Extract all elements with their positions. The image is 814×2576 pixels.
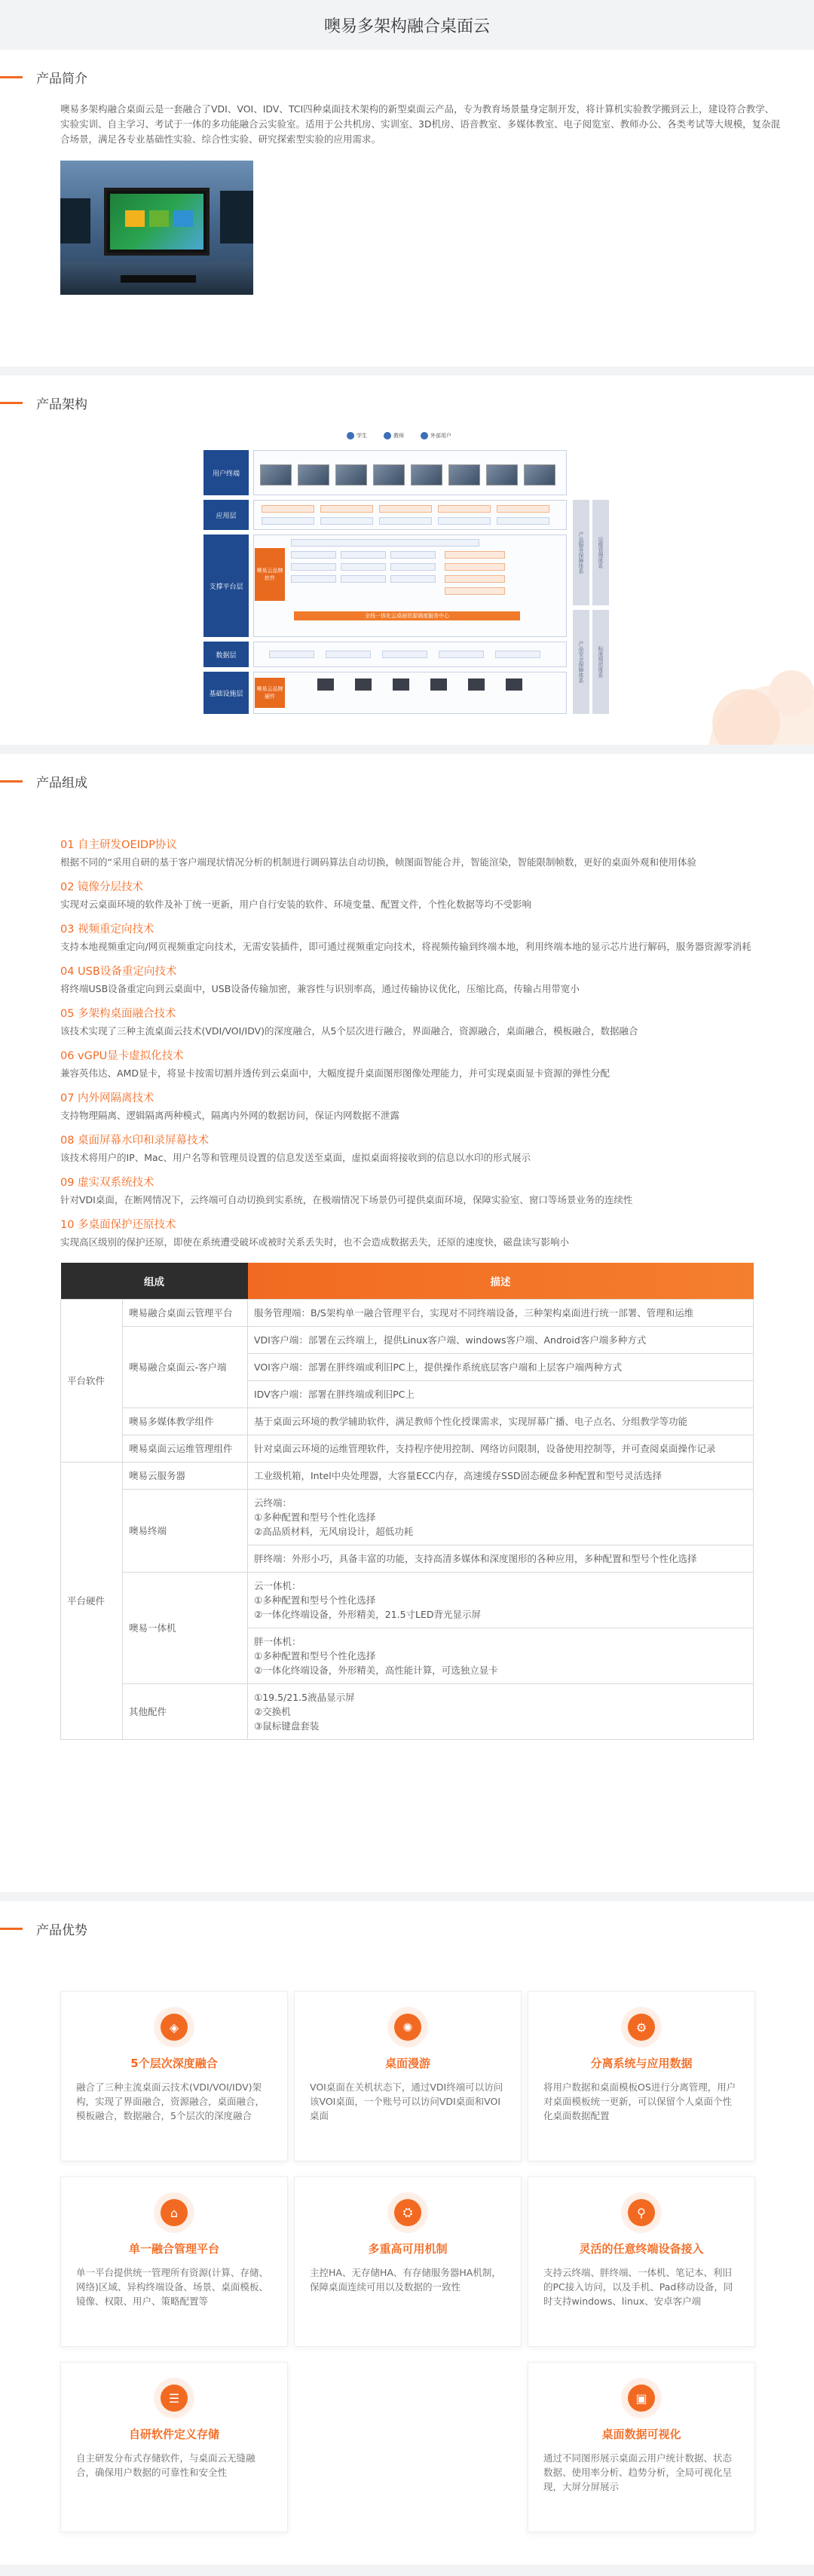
management-icon bbox=[154, 2192, 194, 2233]
visualization-icon-glyph: ▣ bbox=[628, 2385, 655, 2412]
row-box-data bbox=[253, 642, 567, 667]
composition-list bbox=[32, 836, 782, 1249]
side-col-security: 产品安全保障体系 bbox=[573, 610, 589, 714]
architecture-diagram bbox=[204, 433, 626, 714]
composition-item bbox=[60, 1132, 782, 1165]
composition-item-title: 01 自主研发OEIDP协议 bbox=[60, 839, 177, 851]
advantage-card bbox=[294, 2176, 522, 2347]
roaming-icon-glyph: ✺ bbox=[394, 2014, 421, 2041]
composition-item-desc: 实现对云桌面环境的软件及补丁统一更新，用户自行安装的软件、环境变量、配置文件，个性化数据等均不受影响 bbox=[60, 899, 532, 910]
separation-icon bbox=[621, 2007, 662, 2048]
heading-bar bbox=[0, 1928, 23, 1930]
table-component-desc: 基于桌面云环境的教学辅助软件，满足教师个性化授课需求，实现屏幕广播、电子点名、分组教学等功能 bbox=[248, 1407, 754, 1435]
advantages-grid bbox=[60, 1991, 755, 2532]
table-component-desc: 云一体机： ①多种配置和型号个性化选择 ②一体化终端设备，外形精美，21.5寸LED背光显示屏 bbox=[248, 1572, 754, 1628]
composition-item-title: 08 桌面屏幕水印和录屏幕技术 bbox=[60, 1135, 210, 1147]
table-component-desc: VDI客户端：部署在云终端上，提供Linux客户端、windows客户端、Android客户端多种方式 bbox=[248, 1326, 754, 1353]
composition-item-title: 02 镜像分层技术 bbox=[60, 881, 144, 893]
advantage-title: 自研软件定义存储 bbox=[128, 2427, 219, 2441]
composition-item-desc: 将终端USB设备重定向到云桌面中，USB设备传输加密，兼容性与识别率高，通过传输协议优化，压缩比高，传输占用带宽小 bbox=[60, 983, 580, 994]
photo-screen bbox=[110, 194, 204, 250]
photo-monitor bbox=[104, 188, 210, 256]
composition-section bbox=[0, 754, 814, 1892]
composition-item-desc: 根据不同的“采用自研的基于客户端现状情况分析的机制进行调码算法自动切换，帧图面智能合并，智能渲染，智能限制帧数，更好的桌面外观和使用体验 bbox=[60, 856, 696, 868]
user-types bbox=[347, 432, 451, 440]
composition-item-title: 07 内外网隔离技术 bbox=[60, 1092, 155, 1104]
heading-bar bbox=[0, 780, 23, 783]
table-category-software: 平台软件 bbox=[61, 1299, 123, 1462]
advantage-title: 灵活的任意终端设备接入 bbox=[579, 2242, 704, 2256]
advantage-title: 单一融合管理平台 bbox=[128, 2242, 219, 2256]
side-col-service: 产品服务保障体系 bbox=[573, 500, 589, 605]
table-component-name: 噢易融合桌面云管理平台 bbox=[123, 1299, 248, 1326]
composition-item-desc: 实现高区级别的保护还原，即使在系统遭受破坏或被时关系丢失时，也不会造成数据丢失，还原的速度快，磁盘读写影响小 bbox=[60, 1236, 570, 1248]
advantages-section bbox=[0, 1901, 814, 2565]
table-component-name: 噢易云服务器 bbox=[123, 1462, 248, 1489]
row-data: 数据层 bbox=[204, 642, 249, 667]
brand-hardware-block: 噢易云品牌硬件 bbox=[255, 678, 285, 708]
classroom-photo bbox=[60, 161, 253, 295]
table-row bbox=[61, 1326, 754, 1353]
advantage-desc: 支持云终端、胖终端、一体机、笔记本、利旧的PC接入访问，以及手机、Pad移动设备，同时支持windows、linux、安卓客户端 bbox=[543, 2267, 733, 2307]
composition-heading-label: 产品组成 bbox=[36, 776, 87, 791]
composition-item bbox=[60, 1089, 782, 1123]
advantages-heading-label: 产品优势 bbox=[36, 1923, 87, 1938]
table-component-desc: 针对桌面云环境的运维管理软件，支持程序使用控制、网络访问限制，设备使用控制等，并可查阅桌面操作记录 bbox=[248, 1435, 754, 1462]
row-application: 应用层 bbox=[204, 500, 249, 530]
table-component-name: 噢易融合桌面云-客户端 bbox=[123, 1326, 248, 1407]
advantage-card bbox=[528, 2176, 755, 2347]
row-box-application bbox=[253, 500, 567, 530]
row-platform: 支撑平台层 bbox=[204, 534, 249, 637]
advantage-card bbox=[528, 1991, 755, 2161]
advantage-card bbox=[60, 1991, 288, 2161]
table-component-desc: 胖终端：外形小巧，具备丰富的功能，支持高清多媒体和深度图形的各种应用，多种配置和型号个性化选择 bbox=[248, 1545, 754, 1572]
user-type-external: 外部用户 bbox=[421, 432, 451, 440]
row-box-infrastructure bbox=[253, 672, 567, 714]
table-category-hardware: 平台硬件 bbox=[61, 1462, 123, 1739]
table-component-desc: ①19.5/21.5液晶显示屏 ②交换机 ③鼠标键盘套装 bbox=[248, 1683, 754, 1739]
composition-item bbox=[60, 1005, 782, 1038]
composition-item bbox=[60, 1216, 782, 1249]
management-icon-glyph: ⌂ bbox=[161, 2199, 188, 2226]
composition-item-title: 04 USB设备重定向技术 bbox=[60, 966, 177, 978]
heading-bar bbox=[0, 76, 23, 78]
table-component-desc: IDV客户端：部署在胖终端或利旧PC上 bbox=[248, 1380, 754, 1407]
table-row bbox=[61, 1572, 754, 1628]
composition-item bbox=[60, 878, 782, 911]
table-row bbox=[61, 1299, 754, 1326]
advantage-desc: 融合了三种主流桌面云技术(VDI/VOI/IDV)架构，实现了界面融合，资源融合，桌面融合，模板融合，数据融合，5个层次的深度融合 bbox=[76, 2081, 265, 2121]
device-icon-glyph: ⚲ bbox=[628, 2199, 655, 2226]
intro-text: 噢易多架构融合桌面云是一套融合了VDI、VOI、IDV、TCI四种桌面技术架构的新型桌面云产品，专为教育场景量身定制开发，将计算机实验教学搬到云上，建设符合教学、实验实训、自主学习、考试于一体的多功能融合云实验室。适用于公共机房、实训室、3D机房、语音教室、多媒体教室、电子阅览室、教师办公、各类考试等大规模，复杂混合场景，满足各专业基础性实验、综合性实验、研究探索型实验的应用需求。 bbox=[60, 103, 781, 145]
row-user-terminal: 用户终端 bbox=[204, 450, 249, 495]
table-body bbox=[61, 1299, 754, 1739]
side-col-ops: 运维管理体系 bbox=[592, 500, 609, 605]
decor-circles bbox=[663, 640, 814, 745]
advantage-title: 多重高可用机制 bbox=[368, 2242, 448, 2256]
table-row bbox=[61, 1407, 754, 1435]
advantage-title: 分离系统与应用数据 bbox=[590, 2057, 693, 2070]
advantage-card bbox=[60, 2362, 288, 2532]
ha-icon-glyph: ⛭ bbox=[394, 2199, 421, 2226]
storage-icon-glyph: ☰ bbox=[161, 2385, 188, 2412]
composition-item bbox=[60, 1047, 782, 1080]
advantage-desc: 通过不同图形展示桌面云用户统计数据、状态数据、使用率分析、趋势分析，全局可视化呈现，大屏分屏展示 bbox=[543, 2452, 733, 2492]
advantage-title: 桌面数据可视化 bbox=[601, 2427, 681, 2441]
table-component-desc: 胖一体机： ①多种配置和型号个性化选择 ②一体化终端设备，外形精美，高性能计算，可选独立显卡 bbox=[248, 1628, 754, 1683]
composition-item-title: 05 多架构桌面融合技术 bbox=[60, 1008, 176, 1020]
composition-item-title: 10 多桌面保护还原技术 bbox=[60, 1219, 176, 1231]
row-box-user bbox=[253, 450, 567, 495]
advantage-title: 5个层次深度融合 bbox=[130, 2057, 218, 2070]
ha-icon bbox=[387, 2192, 428, 2233]
advantage-desc: 自主研发分布式存储软件，与桌面云无缝融合，确保用户数据的可靠性和安全性 bbox=[76, 2452, 256, 2478]
composition-item-desc: 兼容英伟达、AMD显卡，将显卡按需切割并透传到云桌面中，大幅度提升桌面图形图像处理能力，并可实现桌面显卡资源的弹性分配 bbox=[60, 1067, 610, 1079]
table-component-name: 噢易桌面云运维管理组件 bbox=[123, 1435, 248, 1462]
composition-item-desc: 针对VDI桌面，在断网情况下，云终端可自动切换到实系统，在极端情况下场景仍可提供桌面环境，保障实验室、窗口等场景业务的连续性 bbox=[60, 1194, 633, 1205]
architecture-section bbox=[0, 375, 814, 745]
advantage-desc: 主控HA、无存储HA、有存储服务器HA机制，保障桌面连续可用以及数据的一致性 bbox=[310, 2267, 501, 2293]
user-type-teacher: 教师 bbox=[384, 432, 404, 440]
table-row bbox=[61, 1462, 754, 1489]
table-row bbox=[61, 1489, 754, 1545]
user-type-student: 学生 bbox=[347, 432, 367, 440]
composition-item-desc: 该技术将用户的IP、Mac、用户名等和管理员设置的信息发送至桌面，虚拟桌面将接收到的信息以水印的形式展示 bbox=[60, 1152, 531, 1163]
visualization-icon bbox=[621, 2378, 662, 2418]
architecture-heading-label: 产品架构 bbox=[36, 397, 87, 412]
architecture-heading bbox=[0, 394, 782, 412]
composition-item-title: 09 虚实双系统技术 bbox=[60, 1177, 155, 1189]
platform-bar: 全栈一体化云桌面资源调度服务中心 bbox=[294, 611, 520, 620]
advantage-card bbox=[60, 2176, 288, 2347]
advantage-desc: 将用户数据和桌面模板OS进行分离管理，用户对桌面模板统一更新，可以保留个人桌面个性化桌面数据配置 bbox=[543, 2081, 736, 2121]
table-row bbox=[61, 1683, 754, 1739]
intro-section bbox=[0, 50, 814, 366]
composition-item-desc: 支持本地视频重定向/网页视频重定向技术，无需安装插件，即可通过视频重定向技术，将视频传输到终端本地，利用终端本地的显示芯片进行解码，服务器资源零消耗 bbox=[60, 941, 751, 952]
composition-item bbox=[60, 1174, 782, 1207]
table-component-name: 噢易多媒体教学组件 bbox=[123, 1407, 248, 1435]
table-header-group: 组成 bbox=[61, 1263, 248, 1299]
table-component-desc: 服务管理端：B/S架构单一融合管理平台，实现对不同终端设备，三种架构桌面进行统一部署、管理和运维 bbox=[248, 1299, 754, 1326]
photo-monitor-right bbox=[220, 191, 253, 244]
table-header-desc: 描述 bbox=[248, 1263, 754, 1299]
intro-heading bbox=[0, 68, 782, 87]
architecture-diagram-wrap bbox=[32, 427, 782, 744]
table-component-name: 其他配件 bbox=[123, 1683, 248, 1739]
device-icon bbox=[621, 2192, 662, 2233]
table-component-desc: 云终端： ①多种配置和型号个性化选择 ②高品质材料，无风扇设计，超低功耗 bbox=[248, 1489, 754, 1545]
advantage-card bbox=[528, 2362, 755, 2532]
advantage-title: 桌面漫游 bbox=[384, 2057, 430, 2070]
composition-item-desc: 支持物理隔离、逻辑隔离两种模式，隔离内外网的数据访问，保证内网数据不泄露 bbox=[60, 1110, 400, 1121]
composition-table bbox=[60, 1263, 754, 1740]
composition-item bbox=[60, 836, 782, 869]
composition-item bbox=[60, 920, 782, 954]
page-title: 噢易多架构融合桌面云 bbox=[323, 17, 490, 36]
advantages-heading bbox=[0, 1919, 782, 1938]
table-component-desc: 工业级机箱，Intel中央处理器，大容量ECC内存，高速缓存SSD固态硬盘多种配置和型号灵活选择 bbox=[248, 1462, 754, 1489]
composition-item-title: 03 视频重定向技术 bbox=[60, 924, 155, 936]
shield-icon-glyph: ◈ bbox=[161, 2014, 188, 2041]
table-component-desc: VOI客户端：部署在胖终端或利旧PC上，提供操作系统底层客户端和上层客户端两种方式 bbox=[248, 1353, 754, 1380]
heading-bar bbox=[0, 402, 23, 404]
separation-icon-glyph: ⚙ bbox=[628, 2014, 655, 2041]
table-row bbox=[61, 1435, 754, 1462]
composition-item-desc: 该技术实现了三种主流桌面云技术(VDI/VOI/IDV)的深度融合，从5个层次进行融合，界面融合，资源融合，桌面融合，模板融合，数据融合 bbox=[60, 1025, 638, 1037]
row-infrastructure: 基础设施层 bbox=[204, 672, 249, 714]
intro-heading-label: 产品简介 bbox=[36, 72, 87, 87]
table-component-name: 噢易终端 bbox=[123, 1489, 248, 1572]
advantage-desc: 单一平台提供统一管理所有资源(计算、存储、网络)区域、异构终端设备、场景、桌面模板、镜像、权限、用户、策略配置等 bbox=[76, 2267, 268, 2307]
table-component-name: 噢易一体机 bbox=[123, 1572, 248, 1683]
brand-software-block: 噢易云品牌软件 bbox=[255, 548, 285, 601]
photo-monitor-left bbox=[60, 198, 90, 244]
composition-item-title: 06 vGPU显卡虚拟化技术 bbox=[60, 1050, 184, 1062]
advantage-desc: VOI桌面在关机状态下，通过VDI终端可以访问该VOI桌面，一个账号可以访问VDI桌面和VOI桌面 bbox=[310, 2081, 503, 2121]
composition-heading bbox=[0, 772, 782, 791]
advantage-card bbox=[294, 1991, 522, 2161]
storage-icon bbox=[154, 2378, 194, 2418]
row-box-platform bbox=[253, 534, 567, 637]
composition-item bbox=[60, 963, 782, 996]
side-col-standards: 标准规范体系 bbox=[592, 610, 609, 714]
roaming-icon bbox=[387, 2007, 428, 2048]
shield-icon bbox=[154, 2007, 194, 2048]
photo-keyboard bbox=[121, 275, 196, 283]
